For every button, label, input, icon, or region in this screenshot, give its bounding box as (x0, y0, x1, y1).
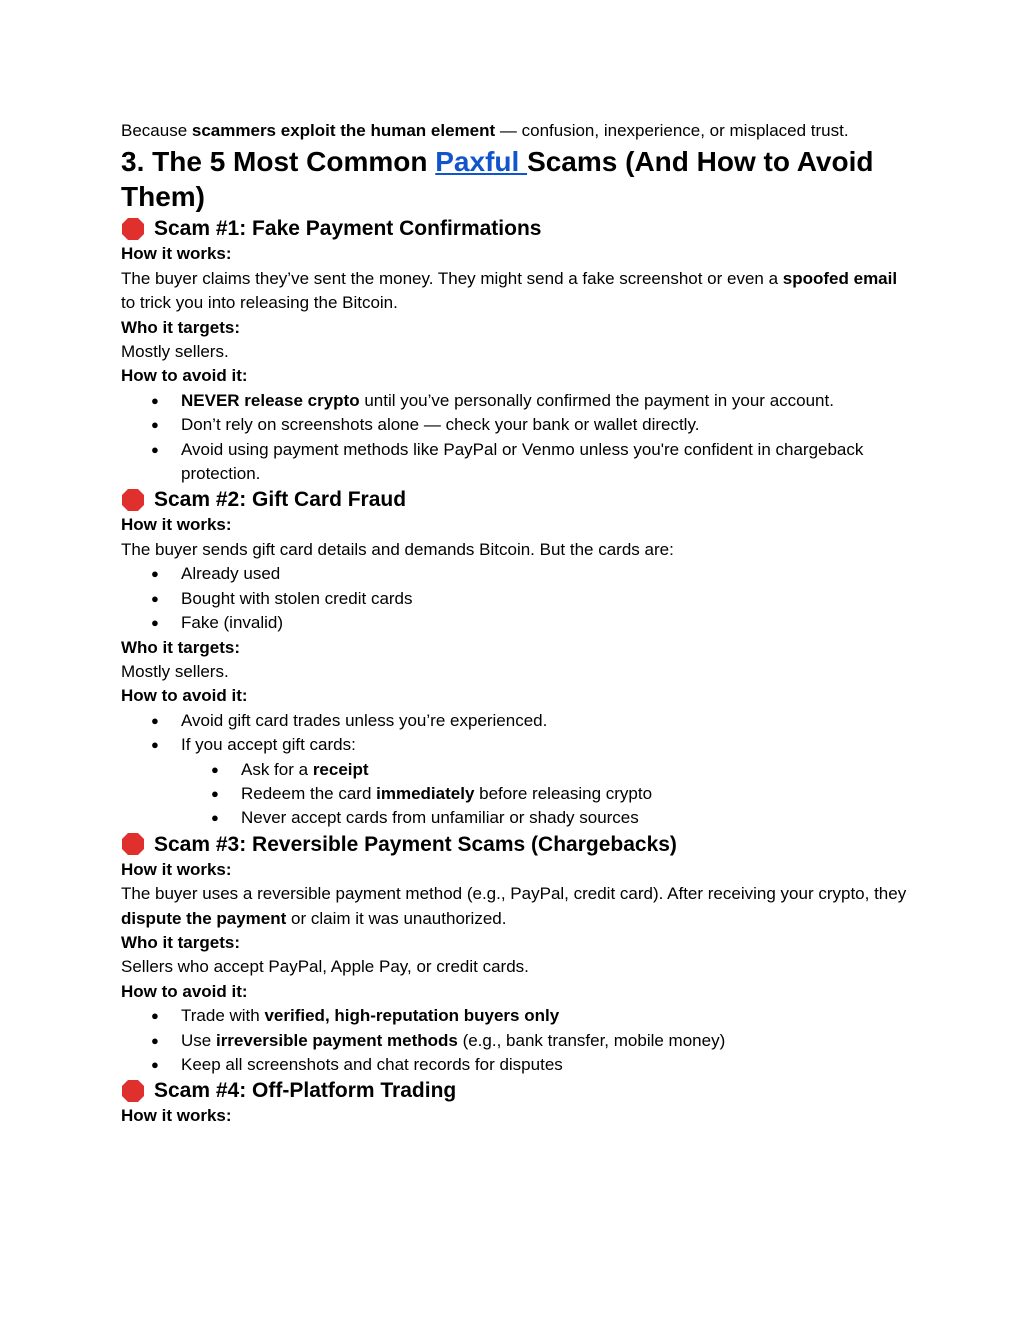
scam2-heading (121, 486, 911, 513)
bullet-icon: ● (151, 441, 159, 457)
intro-bold: scammers exploit the human element (191, 121, 496, 140)
item-text: Ask for a (241, 759, 313, 779)
heading-text-end: Scams (And How to Avoid Them) (121, 146, 874, 213)
scam1-heading (121, 215, 911, 242)
item-bold: NEVER release crypto (181, 390, 360, 410)
item-text-end: before releasing crypto (474, 783, 653, 803)
heading-text: 3. The 5 Most Common (121, 146, 436, 178)
item-text: Never accept cards from unfamiliar or shady sources (241, 808, 639, 828)
scam3-avoid-label: How to avoid it: (121, 981, 248, 1001)
scam2-avoid-label: How to avoid it: (121, 686, 248, 706)
scam3-targets-text: Sellers who accept PayPal, Apple Pay, or credit cards. (121, 957, 529, 977)
bullet-icon: ● (151, 392, 159, 408)
scam2-targets-label: Who it targets: (121, 637, 240, 657)
scam1-avoid-list (121, 389, 911, 487)
item-text: Fake (invalid) (181, 613, 284, 633)
list-item (121, 1029, 911, 1053)
scam1-avoid-label: How to avoid it: (121, 366, 248, 386)
stop-sign-icon (121, 488, 145, 512)
scam1-targets-text: Mostly sellers. (121, 342, 229, 362)
scam2-avoid-list (121, 709, 911, 758)
item-text: Bought with stolen credit cards (181, 588, 413, 608)
section-heading (121, 143, 911, 215)
stop-sign-icon (121, 832, 145, 856)
list-item (121, 758, 911, 782)
list-item (121, 806, 911, 830)
stop-sign-icon (121, 217, 145, 241)
item-text: Already used (181, 564, 281, 584)
scam3-how-label: How it works: (121, 859, 232, 879)
list-item (121, 1004, 911, 1028)
item-text: Avoid using payment methods like PayPal or Venmo unless you're confident in chargeback protection. (181, 439, 864, 484)
item-text: until you’ve personally confirmed the payment in your account. (359, 390, 834, 410)
list-item (121, 562, 911, 586)
scam1-how-text (121, 267, 911, 316)
intro-text-end: — confusion, inexperience, or misplaced trust. (495, 121, 849, 140)
item-text: Keep all screenshots and chat records for disputes (181, 1055, 563, 1074)
bullet-icon: ● (151, 1008, 159, 1024)
list-item (121, 1053, 911, 1077)
list-item (121, 709, 911, 733)
bullet-icon: ● (151, 417, 159, 433)
bullet-icon: ● (151, 712, 159, 728)
paxful-link[interactable]: Paxful (435, 146, 528, 178)
scam3-heading (121, 831, 911, 858)
item-text: Redeem the card (241, 783, 377, 803)
bullet-icon: ● (211, 810, 219, 826)
list-item (121, 413, 911, 437)
scam2-how-label: How it works: (121, 515, 232, 535)
bullet-icon: ● (151, 737, 159, 753)
bullet-icon: ● (211, 761, 219, 777)
scam2-sub-list (121, 758, 911, 831)
scam3-avoid-list (121, 1004, 911, 1077)
bullet-icon: ● (211, 785, 219, 801)
list-item (121, 587, 911, 611)
scam4-how-label: How it works: (121, 1106, 232, 1126)
scam4-heading (121, 1077, 911, 1104)
document-page (121, 119, 911, 1129)
item-bold: irreversible payment methods (215, 1030, 458, 1050)
item-text-end: (e.g., bank transfer, mobile money) (457, 1030, 726, 1050)
item-text: Use (181, 1030, 216, 1050)
intro-text: Because (121, 121, 192, 140)
scam2-targets-text: Mostly sellers. (121, 661, 229, 681)
list-item (121, 438, 911, 487)
scam3-how-pre: The buyer uses a reversible payment method (e.g., PayPal, credit card). After receiving your crypto, they (121, 884, 907, 904)
item-text: If you accept gift cards: (181, 735, 356, 755)
scam1-targets-label: Who it targets: (121, 317, 240, 337)
bullet-icon: ● (151, 615, 159, 631)
bullet-icon: ● (151, 1057, 159, 1072)
list-item (121, 782, 911, 806)
scam2-title: Scam #2: Gift Card Fraud (154, 488, 407, 512)
list-item (121, 389, 911, 413)
intro-paragraph (121, 119, 911, 143)
bullet-icon: ● (151, 566, 159, 582)
scam3-how-bold: dispute the payment (121, 908, 287, 928)
bullet-icon: ● (151, 590, 159, 606)
scam1-how-post: to trick you into releasing the Bitcoin. (121, 293, 398, 313)
list-item (121, 733, 911, 757)
scam3-how-text (121, 882, 911, 931)
item-text: Avoid gift card trades unless you’re experienced. (181, 710, 548, 730)
scam1-how-pre: The buyer claims they’ve sent the money. They might send a fake screenshot or even a (121, 268, 783, 288)
scam2-how-text: The buyer sends gift card details and demands Bitcoin. But the cards are: (121, 539, 674, 559)
scam1-title: Scam #1: Fake Payment Confirmations (154, 217, 542, 241)
item-bold: immediately (376, 783, 475, 803)
scam1-how-label: How it works: (121, 244, 232, 264)
stop-sign-icon (121, 1079, 145, 1103)
list-item (121, 611, 911, 635)
bullet-icon: ● (151, 1032, 159, 1048)
item-text: Don’t rely on screenshots alone — check your bank or wallet directly. (181, 415, 700, 435)
scam3-targets-label: Who it targets: (121, 932, 240, 952)
scam1-how-bold: spoofed email (782, 268, 898, 288)
scam3-how-post: or claim it was unauthorized. (286, 908, 507, 928)
item-bold: receipt (312, 759, 369, 779)
scam2-cards-list (121, 562, 911, 635)
scam4-title: Scam #4: Off-Platform Trading (154, 1079, 457, 1103)
item-text: Trade with (181, 1006, 265, 1026)
scam3-title: Scam #3: Reversible Payment Scams (Chargebacks) (154, 832, 677, 856)
item-bold: verified, high-reputation buyers only (264, 1006, 560, 1026)
